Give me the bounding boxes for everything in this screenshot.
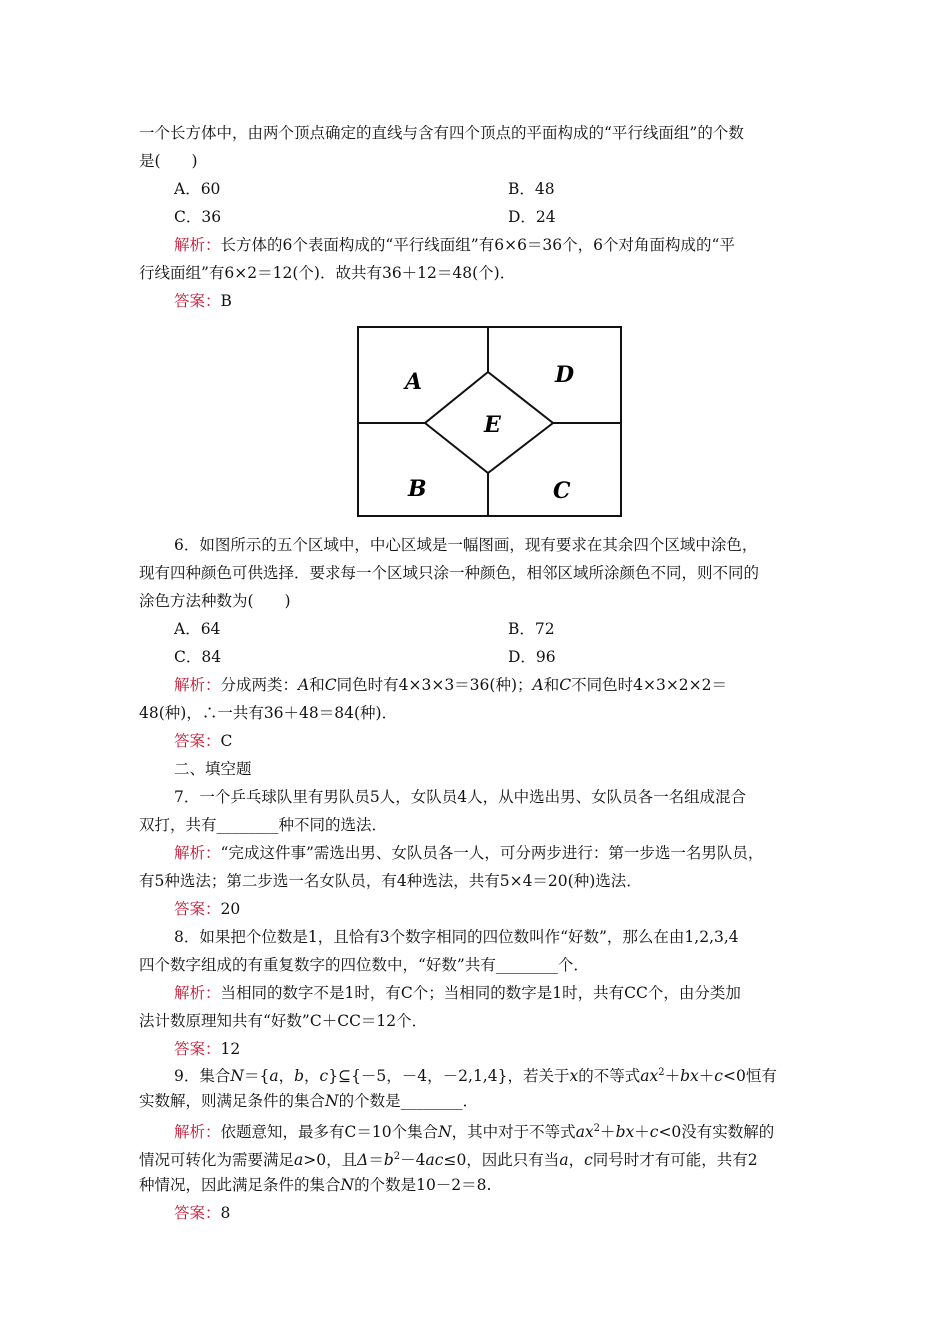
var-b: b [383, 1151, 394, 1170]
q9-analysis-line3 [139, 1175, 491, 1195]
var-ac: ac [425, 1151, 444, 1170]
text: －4 [400, 1151, 426, 1170]
q9-analysis-line1 [174, 1119, 774, 1142]
q8-answer-value: 12 [220, 1040, 241, 1058]
var-ax: ax [575, 1123, 594, 1142]
var-c: c [319, 1067, 329, 1086]
var-ax: ax [640, 1067, 659, 1086]
var-n: N [325, 1092, 339, 1110]
text: ＋ [698, 1067, 715, 1086]
text: 实数解，则满足条件的集合 [139, 1092, 326, 1110]
q7-stem-line1: 7．一个乒乓球队里有男队员5人，女队员4人，从中选出男、女队员各一名组成混合 [174, 788, 747, 806]
var-a: a [559, 1151, 569, 1170]
q9-answer [174, 1203, 230, 1223]
analysis-text: 和 [543, 676, 560, 694]
var-a: a [269, 1067, 279, 1086]
text: ＝ [368, 1151, 384, 1170]
text: ， [568, 1151, 585, 1170]
q8-answer [174, 1039, 240, 1059]
q7-answer [174, 899, 240, 919]
text: ，其中对于不等式 [451, 1123, 576, 1142]
var-n: N [230, 1067, 244, 1086]
var-b: b [294, 1067, 305, 1086]
analysis-text: “完成这件事”需选出男、女队员各一人，可分两步进行：第一步选一名男队员， [220, 844, 764, 862]
analysis-label: 解析： [174, 1123, 221, 1142]
text: <0没有实数解的 [658, 1123, 775, 1142]
q5-analysis-text: 长方体的6个表面构成的“平行线面组”有6×6＝36个，6个对角面构成的“平 [220, 236, 735, 254]
text: >0，且 [303, 1151, 358, 1170]
q6-option-d: D．96 [508, 648, 556, 666]
var-c: C [559, 676, 572, 694]
text: 种情况，因此满足条件的集合 [139, 1176, 341, 1194]
text: ≤0，因此只有当 [443, 1151, 560, 1170]
region-label-e: E [484, 412, 501, 438]
q6-option-c: C．84 [174, 648, 222, 666]
text: 的个数是________． [338, 1092, 479, 1110]
analysis-text: 当相同的数字不是1时，有C个；当相同的数字是1时，共有CC个，由分类加 [220, 984, 741, 1002]
text: 同号时才有可能，共有2 [592, 1151, 758, 1170]
analysis-label: 解析： [174, 984, 221, 1002]
q9-stem-line2 [139, 1091, 478, 1111]
superscript: 2 [393, 1151, 401, 1162]
var-a: A [532, 676, 544, 694]
q8-analysis-line1 [174, 983, 741, 1003]
var-delta: Δ [357, 1151, 369, 1170]
var-bx: bx [615, 1123, 635, 1142]
q6-stem-line1: 6．如图所示的五个区域中，中心区域是一幅图画，现有要求在其余四个区域中涂色， [174, 536, 758, 554]
region-label-a: A [405, 369, 423, 395]
q7-stem-line2: 双打，共有________种不同的选法． [139, 816, 388, 834]
region-label-b: B [408, 476, 427, 502]
text: 依题意知，最多有C＝10个集合 [220, 1123, 439, 1142]
region-label-c: C [553, 478, 571, 504]
text: ＝{ [243, 1067, 270, 1086]
q6-answer-value: C [220, 732, 233, 750]
var-x: x [569, 1067, 579, 1086]
analysis-text: 同色时有4×3×3＝36(种)； [336, 676, 533, 694]
q6-stem-line2: 现有四种颜色可供选择．要求每一个区域只涂一种颜色，相邻区域所涂颜色不同，则不同的 [139, 564, 760, 582]
var-c: c [584, 1151, 593, 1170]
text: ， [278, 1067, 295, 1086]
q9-answer-value: 8 [220, 1204, 231, 1222]
q7-analysis-line2: 有5种选法；第二步选一名女队员，有4种选法，共有5×4＝20(种)选法． [139, 872, 642, 890]
answer-label: 答案： [174, 732, 221, 750]
q8-analysis-line2: 法计数原理知共有“好数”C＋CC＝12个． [139, 1012, 428, 1030]
var-c: C [324, 676, 337, 694]
var-c: c [714, 1067, 723, 1086]
var-a: A [298, 676, 310, 694]
section-heading: 二、填空题 [174, 760, 252, 778]
q5-answer [174, 291, 232, 311]
q8-stem-line1: 8．如果把个位数是1，且恰有3个数字相同的四位数叫作“好数”，那么在由1,2,3,4 [174, 928, 739, 946]
region-label-d: D [555, 362, 575, 388]
answer-label: 答案： [174, 1204, 221, 1222]
q6-answer [174, 731, 232, 751]
analysis-label: 解析： [174, 236, 221, 254]
q7-analysis-line1 [174, 843, 763, 863]
var-n: N [340, 1176, 355, 1194]
text: 的不等式 [578, 1067, 641, 1086]
answer-label: 答案： [174, 900, 221, 918]
q6-stem-line3: 涂色方法种数为( ) [139, 592, 291, 610]
q5-stem-line2: 是( ) [139, 152, 198, 170]
analysis-text: 和 [309, 676, 325, 694]
var-c: c [649, 1123, 659, 1142]
q5-option-d: D．24 [508, 208, 556, 226]
answer-label: 答案： [174, 292, 221, 310]
analysis-text: 分成两类： [220, 676, 299, 694]
q6-option-b: B．72 [508, 620, 555, 638]
q5-analysis-line1 [174, 235, 735, 255]
q5-option-b: B．48 [508, 180, 555, 198]
q6-option-a: A．64 [174, 620, 221, 638]
superscript: 2 [658, 1067, 665, 1078]
q5-stem-line1: 一个长方体中，由两个顶点确定的直线与含有四个顶点的平面构成的“平行线面组”的个数 [139, 124, 744, 142]
q5-analysis-line2: 行线面组”有6×2＝12(个)．故共有36＋12＝48(个)． [139, 264, 516, 282]
text: <0恒有 [722, 1067, 777, 1086]
q6-analysis-line1 [174, 675, 727, 695]
text: ＋ [634, 1123, 650, 1142]
q6-analysis-line2: 48(种)，∴一共有36＋48＝84(种)． [139, 704, 398, 722]
analysis-text: 不同色时4×3×2×2＝ [571, 676, 728, 694]
superscript: 2 [593, 1123, 601, 1134]
text: ， [304, 1067, 320, 1086]
text: 9．集合 [174, 1067, 231, 1086]
q7-answer-value: 20 [220, 900, 241, 918]
q9-analysis-line2 [139, 1147, 758, 1170]
text: 情况可转化为需要满足 [139, 1151, 295, 1170]
answer-label: 答案： [174, 1040, 221, 1058]
text: ＋ [600, 1123, 616, 1142]
analysis-label: 解析： [174, 844, 221, 862]
text: ＋ [664, 1067, 681, 1086]
var-a: a [294, 1151, 304, 1170]
text: }⊆{－5，－4，－2,1,4}，若关于 [328, 1067, 570, 1086]
q5-option-c: C．36 [174, 208, 222, 226]
q5-option-a: A．60 [174, 180, 221, 198]
q8-stem-line2: 四个数字组成的有重复数字的四位数中，“好数”共有________个． [139, 956, 589, 974]
q5-answer-value: B [220, 292, 232, 310]
region-diagram [355, 325, 625, 519]
var-n: N [438, 1123, 452, 1142]
q9-stem-line1 [174, 1063, 777, 1086]
var-bx: bx [680, 1067, 699, 1086]
analysis-label: 解析： [174, 676, 221, 694]
text: 的个数是10－2＝8. [354, 1176, 492, 1194]
